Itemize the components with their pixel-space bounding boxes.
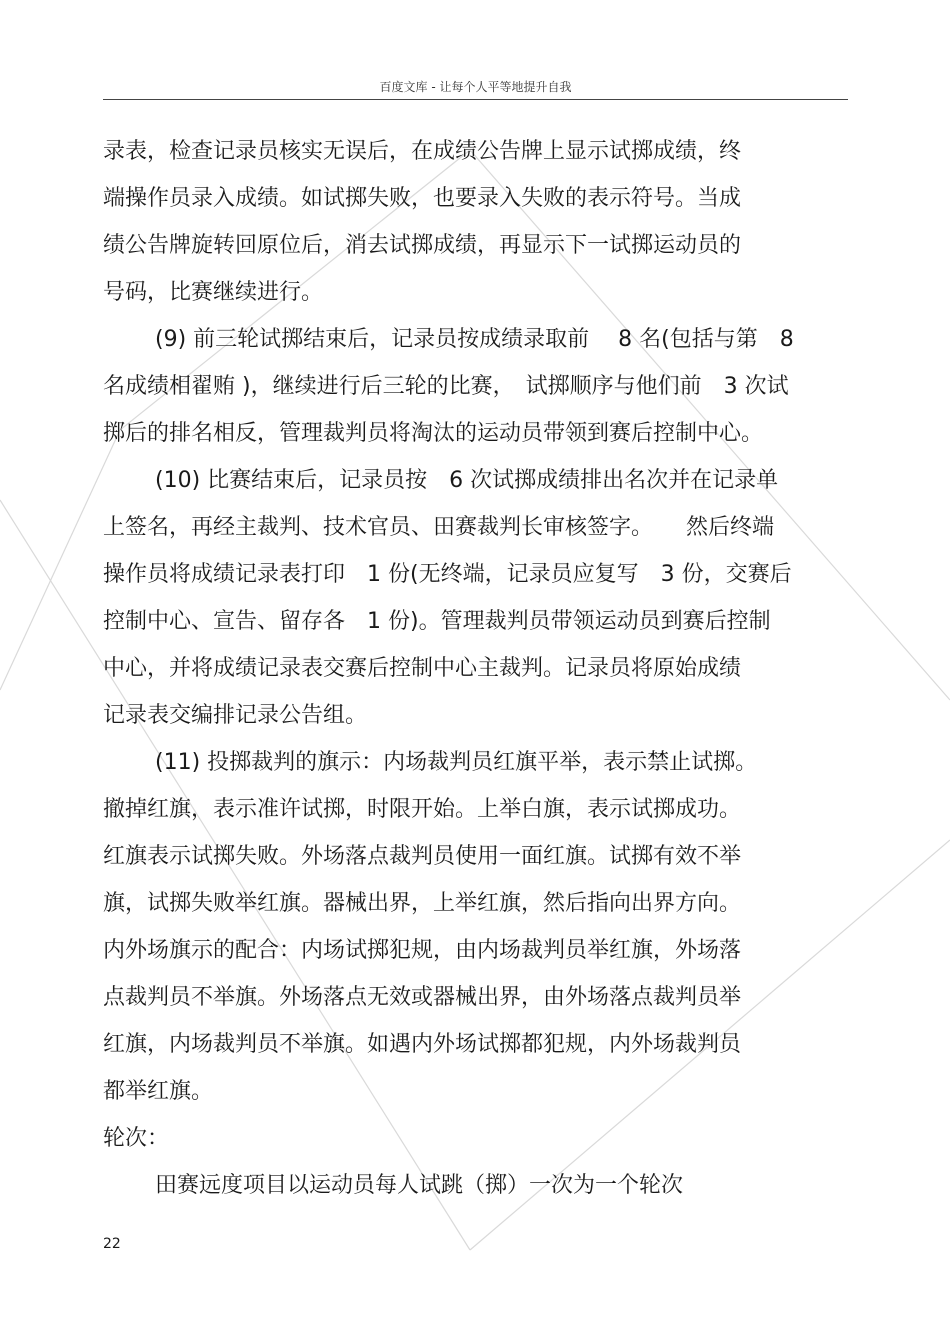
text-line: 录表，检查记录员核实无误后，在成绩公告牌上显示试掷成绩，终 bbox=[103, 139, 742, 164]
text-line: 绩公告牌旋转回原位后，消去试掷成绩，再显示下一试掷运动员的 bbox=[103, 233, 742, 258]
text-line: 掷后的排名相反，管理裁判员将淘汰的运动员带领到赛后控制中心。 bbox=[103, 421, 764, 446]
text-line: 记录表交编排记录公告组。 bbox=[103, 703, 368, 728]
text-line: 都举红旗。 bbox=[103, 1079, 214, 1104]
text-line: 端操作员录入成绩。如试掷失败，也要录入失败的表示符号。当成 bbox=[103, 186, 742, 211]
text-line: (9) 前三轮试掷结束后，记录员按成绩录取前 8 名(包括与第 8 bbox=[155, 327, 794, 352]
page-number: 22 bbox=[103, 1236, 121, 1252]
text-line: 点裁判员不举旗。外场落点无效或器械出界，由外场落点裁判员举 bbox=[103, 985, 742, 1010]
document-body bbox=[103, 128, 848, 1209]
text-line: 旗，试掷失败举红旗。器械出界，上举红旗，然后指向出界方向。 bbox=[103, 891, 742, 916]
text-line: 红旗表示试掷失败。外场落点裁判员使用一面红旗。试掷有效不举 bbox=[103, 844, 742, 869]
text-line: 中心，并将成绩记录表交赛后控制中心主裁判。记录员将原始成绩 bbox=[103, 656, 742, 681]
text-line: 撤掉红旗，表示准许试掷，时限开始。上举白旗，表示试掷成功。 bbox=[103, 797, 742, 822]
text-line: 田赛远度项目以运动员每人试跳（掷）一次为一个轮次 bbox=[155, 1173, 684, 1198]
text-line: 上签名，再经主裁判、技术官员、田赛裁判长审核签字。 然后终端 bbox=[103, 515, 775, 540]
text-line: 操作员将成绩记录表打印 1 份(无终端，记录员应复写 3 份，交赛后 bbox=[103, 562, 792, 587]
text-line: 内外场旗示的配合：内场试掷犯规，由内场裁判员举红旗，外场落 bbox=[103, 938, 742, 963]
text-line: (11) 投掷裁判的旗示：内场裁判员红旗平举，表示禁止试掷。 bbox=[155, 750, 758, 775]
text-line: (10) 比赛结束后，记录员按 6 次试掷成绩排出名次并在记录单 bbox=[155, 468, 779, 493]
page-header: 百度文库 - 让每个人平等地提升自我 bbox=[379, 80, 572, 94]
text-line: 轮次： bbox=[103, 1126, 170, 1151]
text-line: 控制中心、宣告、留存各 1 份)。管理裁判员带领运动员到赛后控制 bbox=[103, 609, 771, 634]
text-line: 红旗，内场裁判员不举旗。如遇内外场试掷都犯规，内外场裁判员 bbox=[103, 1032, 742, 1057]
text-line: 号码，比赛继续进行。 bbox=[103, 280, 324, 305]
text-line: 名成绩相翟贿 )，继续进行后三轮的比赛， 试掷顺序与他们前 3 次试 bbox=[103, 374, 789, 399]
header-divider bbox=[103, 99, 848, 100]
